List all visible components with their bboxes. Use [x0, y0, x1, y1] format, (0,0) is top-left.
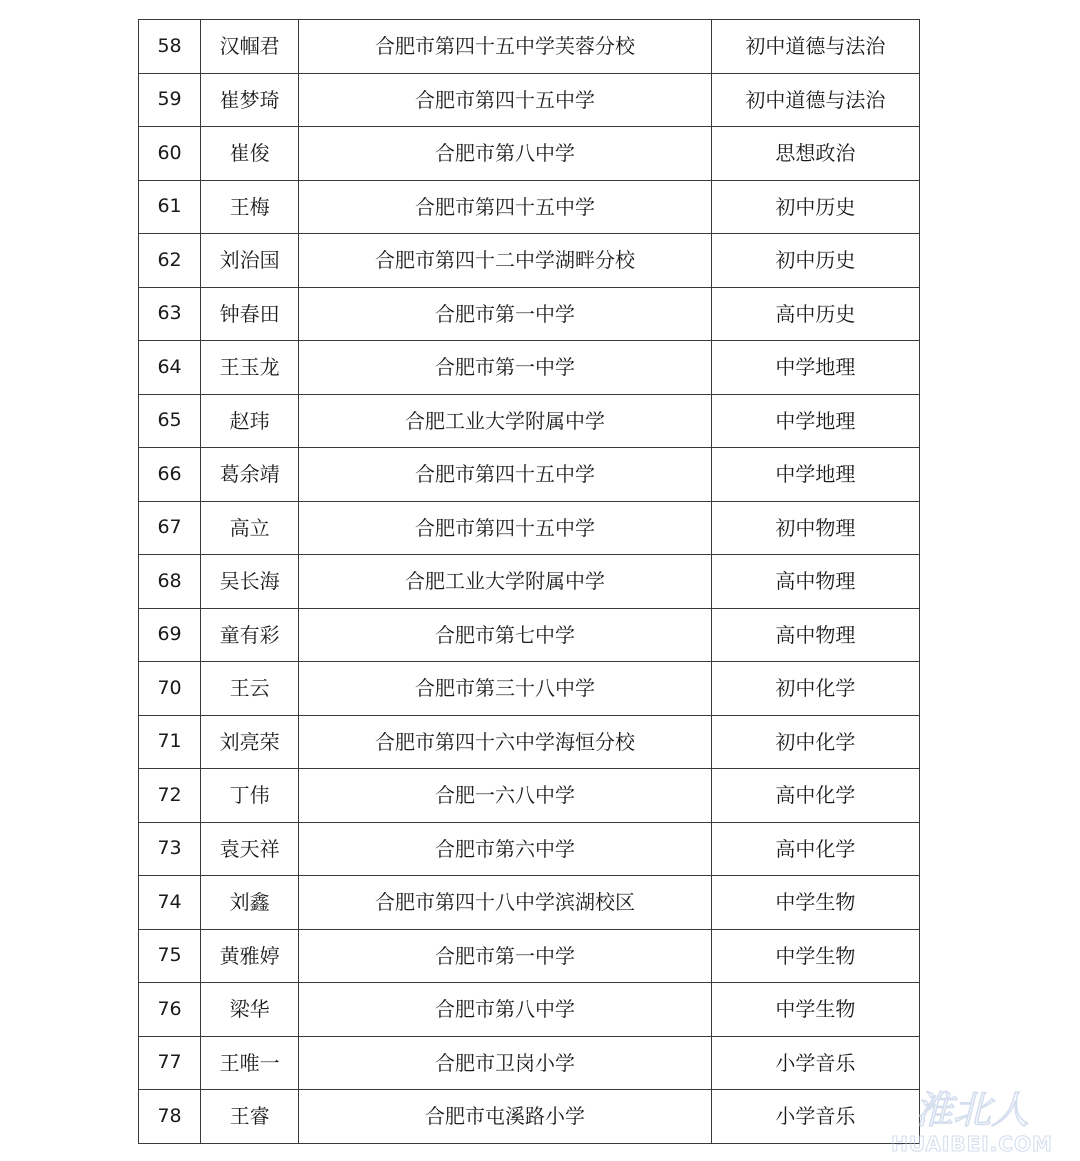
subject-cell: 中学生物 — [711, 876, 919, 930]
subject-cell: 初中物理 — [711, 501, 919, 555]
teacher-name-cell: 袁天祥 — [201, 822, 299, 876]
row-number-cell: 67 — [139, 501, 201, 555]
school-name-cell: 合肥市第八中学 — [299, 127, 712, 181]
subject-cell: 初中道德与法治 — [711, 73, 919, 127]
teacher-name-cell: 刘治国 — [201, 234, 299, 288]
row-number-cell: 78 — [139, 1090, 201, 1144]
subject-cell: 小学音乐 — [711, 1090, 919, 1144]
row-number-cell: 61 — [139, 180, 201, 234]
teacher-name-cell: 赵玮 — [201, 394, 299, 448]
row-number-cell: 58 — [139, 20, 201, 74]
subject-cell: 中学地理 — [711, 448, 919, 502]
teacher-name-cell: 刘亮荣 — [201, 715, 299, 769]
table-row — [139, 662, 920, 716]
school-name-cell: 合肥市第四十二中学湖畔分校 — [299, 234, 712, 288]
table-row — [139, 341, 920, 395]
row-number-cell: 60 — [139, 127, 201, 181]
table-row — [139, 983, 920, 1037]
table-row — [139, 234, 920, 288]
row-number-cell: 69 — [139, 608, 201, 662]
school-name-cell: 合肥市卫岗小学 — [299, 1036, 712, 1090]
school-name-cell: 合肥市第四十五中学 — [299, 448, 712, 502]
teacher-name-cell: 刘鑫 — [201, 876, 299, 930]
subject-cell: 高中化学 — [711, 769, 919, 823]
row-number-cell: 63 — [139, 287, 201, 341]
school-name-cell: 合肥市屯溪路小学 — [299, 1090, 712, 1144]
school-name-cell: 合肥市第四十五中学芙蓉分校 — [299, 20, 712, 74]
school-name-cell: 合肥市第四十六中学海恒分校 — [299, 715, 712, 769]
row-number-cell: 66 — [139, 448, 201, 502]
teacher-name-cell: 王梅 — [201, 180, 299, 234]
school-name-cell: 合肥市第一中学 — [299, 929, 712, 983]
table-row — [139, 555, 920, 609]
school-name-cell: 合肥市第四十五中学 — [299, 180, 712, 234]
table-row — [139, 769, 920, 823]
table-row — [139, 448, 920, 502]
table-row — [139, 822, 920, 876]
subject-cell: 初中历史 — [711, 180, 919, 234]
teacher-name-cell: 丁伟 — [201, 769, 299, 823]
school-name-cell: 合肥市第一中学 — [299, 341, 712, 395]
teacher-name-cell: 黄雅婷 — [201, 929, 299, 983]
table-row — [139, 876, 920, 930]
table-row — [139, 20, 920, 74]
school-name-cell: 合肥市第八中学 — [299, 983, 712, 1037]
subject-cell: 初中化学 — [711, 715, 919, 769]
row-number-cell: 72 — [139, 769, 201, 823]
teacher-name-cell: 吴长海 — [201, 555, 299, 609]
table-row — [139, 180, 920, 234]
table-body — [139, 20, 920, 1144]
subject-cell: 思想政治 — [711, 127, 919, 181]
school-name-cell: 合肥市第一中学 — [299, 287, 712, 341]
row-number-cell: 75 — [139, 929, 201, 983]
row-number-cell: 73 — [139, 822, 201, 876]
school-name-cell: 合肥工业大学附属中学 — [299, 555, 712, 609]
row-number-cell: 76 — [139, 983, 201, 1037]
teacher-name-cell: 崔梦琦 — [201, 73, 299, 127]
row-number-cell: 59 — [139, 73, 201, 127]
school-name-cell: 合肥工业大学附属中学 — [299, 394, 712, 448]
subject-cell: 高中历史 — [711, 287, 919, 341]
school-name-cell: 合肥市第七中学 — [299, 608, 712, 662]
watermark-text-en: HUAIBEI.COM — [891, 1132, 1053, 1156]
table-row — [139, 608, 920, 662]
teacher-name-cell: 王唯一 — [201, 1036, 299, 1090]
teacher-name-cell: 葛余靖 — [201, 448, 299, 502]
row-number-cell: 74 — [139, 876, 201, 930]
row-number-cell: 65 — [139, 394, 201, 448]
row-number-cell: 71 — [139, 715, 201, 769]
subject-cell: 中学生物 — [711, 983, 919, 1037]
school-name-cell: 合肥市第四十八中学滨湖校区 — [299, 876, 712, 930]
table-row — [139, 394, 920, 448]
school-name-cell: 合肥市第六中学 — [299, 822, 712, 876]
subject-cell: 初中道德与法治 — [711, 20, 919, 74]
teacher-name-cell: 梁华 — [201, 983, 299, 1037]
subject-cell: 高中化学 — [711, 822, 919, 876]
table-row — [139, 73, 920, 127]
table-row — [139, 929, 920, 983]
table-row — [139, 1090, 920, 1144]
teacher-name-cell: 王玉龙 — [201, 341, 299, 395]
subject-cell: 高中物理 — [711, 555, 919, 609]
watermark-text-cn: 淮北人 — [914, 1088, 1030, 1132]
table-row — [139, 715, 920, 769]
school-name-cell: 合肥市第四十五中学 — [299, 73, 712, 127]
subject-cell: 中学生物 — [711, 929, 919, 983]
row-number-cell: 77 — [139, 1036, 201, 1090]
school-name-cell: 合肥市第三十八中学 — [299, 662, 712, 716]
teacher-name-cell: 钟春田 — [201, 287, 299, 341]
row-number-cell: 70 — [139, 662, 201, 716]
school-name-cell: 合肥市第四十五中学 — [299, 501, 712, 555]
table-row — [139, 501, 920, 555]
teacher-name-cell: 高立 — [201, 501, 299, 555]
table-row — [139, 287, 920, 341]
row-number-cell: 62 — [139, 234, 201, 288]
teacher-name-cell: 崔俊 — [201, 127, 299, 181]
subject-cell: 高中物理 — [711, 608, 919, 662]
teacher-list-table — [138, 19, 920, 1144]
subject-cell: 中学地理 — [711, 341, 919, 395]
row-number-cell: 64 — [139, 341, 201, 395]
subject-cell: 初中化学 — [711, 662, 919, 716]
subject-cell: 中学地理 — [711, 394, 919, 448]
teacher-name-cell: 王睿 — [201, 1090, 299, 1144]
school-name-cell: 合肥一六八中学 — [299, 769, 712, 823]
row-number-cell: 68 — [139, 555, 201, 609]
teacher-name-cell: 童有彩 — [201, 608, 299, 662]
table-row — [139, 127, 920, 181]
teacher-name-cell: 汉帼君 — [201, 20, 299, 74]
table-row — [139, 1036, 920, 1090]
teacher-name-cell: 王云 — [201, 662, 299, 716]
subject-cell: 初中历史 — [711, 234, 919, 288]
subject-cell: 小学音乐 — [711, 1036, 919, 1090]
